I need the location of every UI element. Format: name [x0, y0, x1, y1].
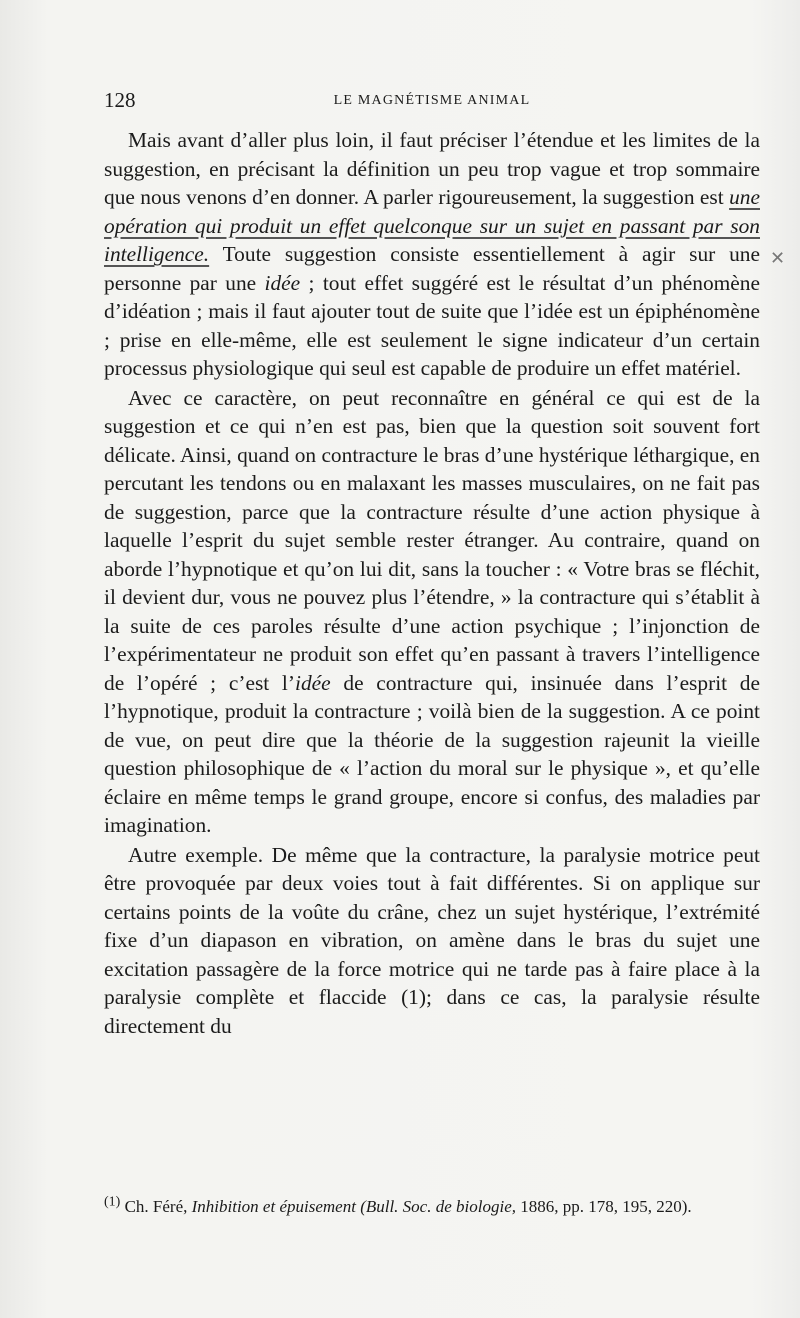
paragraph-1 [104, 126, 760, 383]
paragraph-1-text-b: Toute suggestion consiste essentiellement à agir sur une personne par une [104, 242, 760, 295]
paragraph-3 [104, 841, 760, 1041]
footnote-title: Inhibition et épuisement [191, 1197, 356, 1216]
paragraph-1-text-c: ; tout effet suggéré est le résultat d’un phénomène d’idéation ; mais il faut ajouter tout de suite que l’idée est un épiphénomène ; prise en elle-même, elle est seulement le signe indicateur d’un certain processus physiologique qui seul est capable de produire un effet matériel. [104, 270, 760, 380]
paragraph-1-italic-idee: idée [264, 270, 301, 295]
running-head: LE MAGNÉTISME ANIMAL [333, 93, 531, 108]
paragraph-2-text-a: Avec ce caractère, on peut reconnaître en général ce qui est de la suggestion et ce qui n’en est pas, bien que la question soit souvent fort délicate. Ainsi, quand on contracture le bras d’une hystérique léthargique, en percutant les tendons ou en malaxant les masses musculaires, on ne fait pas de suggestion, parce que la contracture résulte d’une action physique à laquelle l’esprit du sujet semble rester étranger. Au contraire, quand on aborde l’hypnotique et qu’on lui dit, sans la toucher : « Votre bras se fléchit, il devient dur, vous ne pouvez plus l’étendre, » la contracture qui s’établit à la suite de ces paroles résulte d’une action psychique ; l’injonction de l’expérimentateur ne produit son effet qu’en passant à travers l’intelligence de l’opéré ; c’est l’ [104, 385, 760, 695]
body-text [104, 126, 760, 1040]
paragraph-1-text-a: Mais avant d’aller plus loin, il faut préciser l’étendue et les limites de la suggestion, en précisant la définition un peu trop vague et trop sommaire que nous venons d’en donner. A parler rigoureusement, la suggestion est [104, 128, 760, 209]
paragraph-2 [104, 384, 760, 840]
paragraph-2-text-b: de contracture qui, insinuée dans l’esprit de l’hypnotique, produit la contracture ; voilà bien de la suggestion. A ce point de vue, on peut dire que la théorie de la suggestion rajeunit la vieille question philosophique de « l’action du moral sur le physique », et qu’elle éclaire en même temps le grand groupe, encore si confus, des maladies par imagination. [104, 670, 760, 837]
footnote-marker: (1) [104, 1194, 121, 1210]
page-header [104, 88, 760, 118]
footnote-pages: 1886, pp. 178, 195, 220). [516, 1197, 692, 1216]
footnote-reference: (1) [401, 985, 427, 1009]
footnote-source: (Bull. Soc. de biologie, [360, 1197, 516, 1216]
paragraph-3-text-b: ; dans ce cas, la paralysie résulte directement du [104, 985, 760, 1038]
page-number: 128 [104, 88, 136, 112]
footnote [104, 1196, 760, 1217]
paragraph-3-text-a: Autre exemple. De même que la contracture, la paralysie motrice peut être provoquée par deux voies tout à fait différentes. Si on applique sur certains points de la voûte du crâne, chez un sujet hystérique, l’extrémité fixe d’un diapason en vibration, on amène dans le bras du sujet une excitation passagère de la force motrice qui ne tarde pas à faire place à la paralysie complète et flaccide [104, 842, 760, 1009]
paragraph-2-italic-idee: idée [295, 670, 331, 695]
footnote-author: Ch. Féré, [120, 1197, 192, 1216]
paragraph-1-definition: une opération qui produit un effet quelconque sur un sujet en passant par son intelligence. [104, 185, 760, 266]
margin-pencil-mark: ✕ [770, 248, 786, 269]
